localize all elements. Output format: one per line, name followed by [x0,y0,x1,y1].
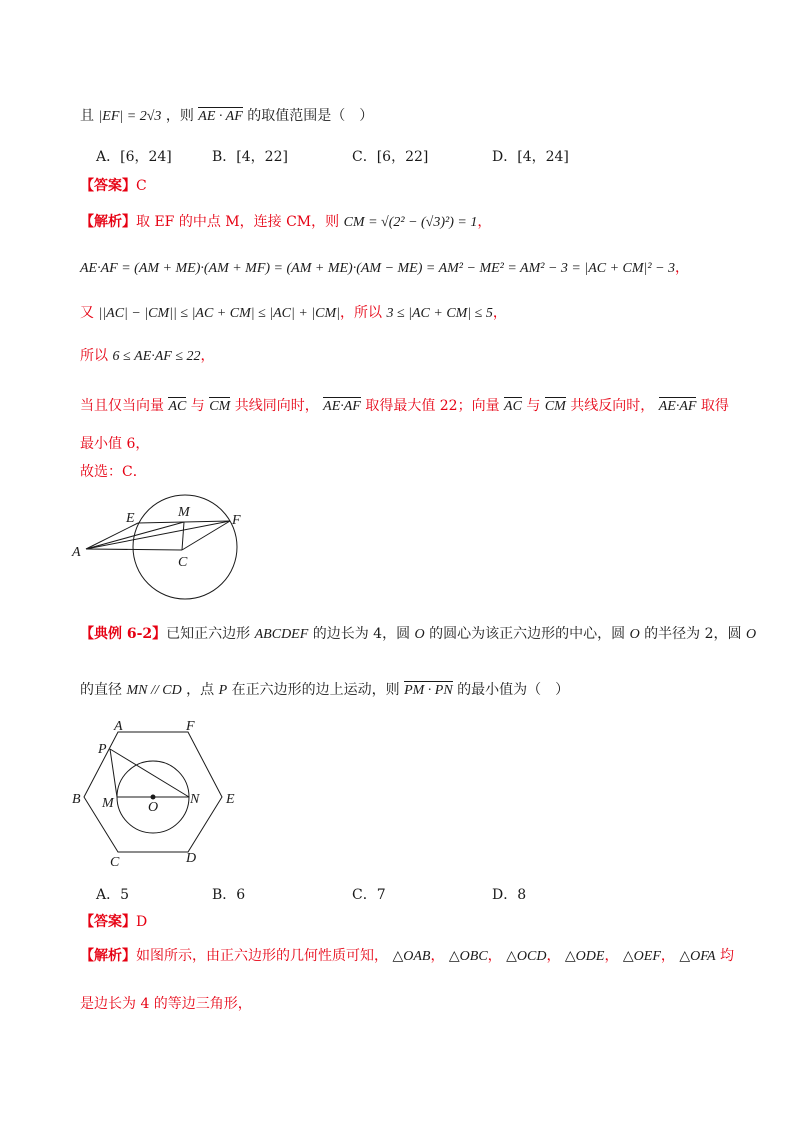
circle-name: O [414,627,425,642]
analysis-math-range: 6 ≤ AE·AF ≤ 22 [112,349,201,364]
triangle-oef: △OEF [622,949,661,964]
q1-analysis-line5 [80,396,729,417]
analysis-math-expansion: AE·AF = (AM + ME)·(AM + MF) = (AM + ME)·(AM − ME) = AM² − ME² = AM² − 3 = |AC + CM|² − 3 [80,261,676,276]
example-tag: 【典例 6-2】 [80,626,167,642]
point-label-e: E [126,511,135,526]
analysis-text: 又 [80,305,94,321]
analysis-text: 共线同向时， [234,398,319,414]
stem-text: 已知正六边形 [166,626,251,642]
point-p: P [218,683,228,698]
point-label-m: M [102,796,114,811]
analysis-text: 取得 [700,398,729,414]
q1-figure-line-mc [182,522,184,550]
q1-stem-suffix: 的取值范围是（ ） [247,108,374,124]
vector-product: AE·AF [323,399,361,414]
q1-analysis-line3 [80,303,507,324]
q1-condition-math: |EF| = 2√3 [98,109,162,124]
q2-analysis-line2: 是边长为 4 的等边三角形， [80,996,252,1012]
answer-value: D [136,914,148,930]
analysis-text: 如图所示，由正六边形的几何性质可知， [136,948,388,964]
q1-stem-mid: ，则 [165,108,194,124]
q1-figure-line-ac [86,549,182,550]
q2-option-d[interactable]: D．8 [492,887,527,903]
q1-analysis-line4 [80,346,215,367]
analysis-text: 取 EF 的中点 M，连接 CM，则 [136,214,340,230]
q1-vector-expression: AE · AF [198,109,243,124]
analysis-math: CM = √(2² − (√3)²) = 1 [343,215,478,230]
stem-text: 在正六边形的边上运动，则 [231,682,400,698]
stem-text: 的圆心为该正六边形的中心，圆 [429,626,626,642]
circle-name: O [629,627,640,642]
vector-cm: CM [544,399,566,414]
q2-figure [70,720,250,870]
vector-ac: AC [168,399,187,414]
vector-cm: CM [209,399,231,414]
q2-analysis-line1 [80,946,734,967]
point-label-c: C [178,555,188,570]
analysis-text: 当且仅当向量 [80,398,164,414]
q1-option-d[interactable]: D．[4，24] [492,149,569,165]
answer-label: 【答案】 [80,914,136,930]
triangle-ofa: △OFA [679,949,716,964]
q1-analysis-line2 [80,258,689,279]
answer-label: 【答案】 [80,178,136,194]
point-label-f: F [232,513,241,528]
analysis-text: ，所以 [340,305,383,321]
point-label-c: C [110,855,120,870]
q1-analysis-line7: 故选：C． [80,464,147,480]
analysis-text: 所以 [80,348,108,364]
q1-stem-prefix: 且 [80,108,94,124]
punct: ， [675,260,690,276]
diameter-condition: MN // CD [126,683,182,698]
stem-text: ，点 [186,682,215,698]
q2-option-c[interactable]: C．7 [352,887,386,903]
q2-center-dot [151,795,156,800]
analysis-math-inequality: ||AC| − |CM|| ≤ |AC + CM| ≤ |AC| + |CM| [98,306,341,321]
q1-figure-line-am [86,522,184,549]
q1-analysis-line6: 最小值 6， [80,436,150,452]
q1-figure [70,494,250,606]
answer-value: C [136,178,147,194]
punct: ， [660,948,675,964]
punct: ， [604,948,619,964]
punct: ， [430,948,445,964]
q1-figure-line-af [86,521,230,549]
vector-product: AE·AF [658,399,697,414]
vector-pm-pn: PM · PN [404,683,453,698]
q1-option-a[interactable]: A．[6，24] [96,149,172,165]
stem-text: 的半径为 2，圆 [644,626,742,642]
point-label-n: N [190,792,200,807]
q2-option-b[interactable]: B．6 [212,887,246,903]
point-label-a: A [72,545,81,560]
analysis-label: 【解析】 [80,214,136,230]
q1-option-b[interactable]: B．[4，22] [212,149,288,165]
triangle-oab: △OAB [392,949,431,964]
q2-stem-line2 [80,680,569,701]
q1-analysis-line1 [80,212,491,233]
q2-stem-line1 [80,624,756,645]
vector-ac: AC [504,399,522,414]
point-label-d: D [186,851,197,866]
analysis-text: 共线反向时， [570,398,655,414]
point-label-f: F [186,720,195,734]
q1-stem [80,106,373,127]
analysis-text: 与 [526,398,541,414]
point-label-o: O [148,800,159,815]
q1-figure-line-ae [86,523,138,549]
punct: ， [492,305,507,321]
punct: ， [477,214,492,230]
point-label-e: E [226,792,235,807]
q1-answer [80,176,147,196]
triangle-ode: △ODE [564,949,605,964]
point-label-b: B [72,792,81,807]
point-label-p: P [98,742,107,757]
punct: ， [546,948,561,964]
q1-option-c[interactable]: C．[6，22] [352,149,429,165]
triangle-obc: △OBC [448,949,488,964]
punct: ， [487,948,502,964]
q2-line-pn [110,749,189,797]
point-label-m: M [178,505,190,520]
analysis-text: 均 [719,948,734,964]
point-label-a: A [114,720,123,734]
stem-text: 的最小值为（ ） [457,682,570,698]
q2-line-pm [110,749,117,797]
circle-name: O [745,627,757,642]
punct: ， [200,348,215,364]
analysis-text: 与 [190,398,205,414]
stem-text: 的边长为 4，圆 [312,626,411,642]
analysis-math-bound: 3 ≤ |AC + CM| ≤ 5 [386,306,493,321]
q2-answer [80,912,147,932]
triangle-ocd: △OCD [506,949,547,964]
hexagon-name: ABCDEF [254,627,309,642]
q2-option-a[interactable]: A．5 [96,887,130,903]
analysis-label: 【解析】 [80,948,136,964]
analysis-text: 取得最大值 22；向量 [365,398,500,414]
stem-text: 的直径 [80,682,122,698]
